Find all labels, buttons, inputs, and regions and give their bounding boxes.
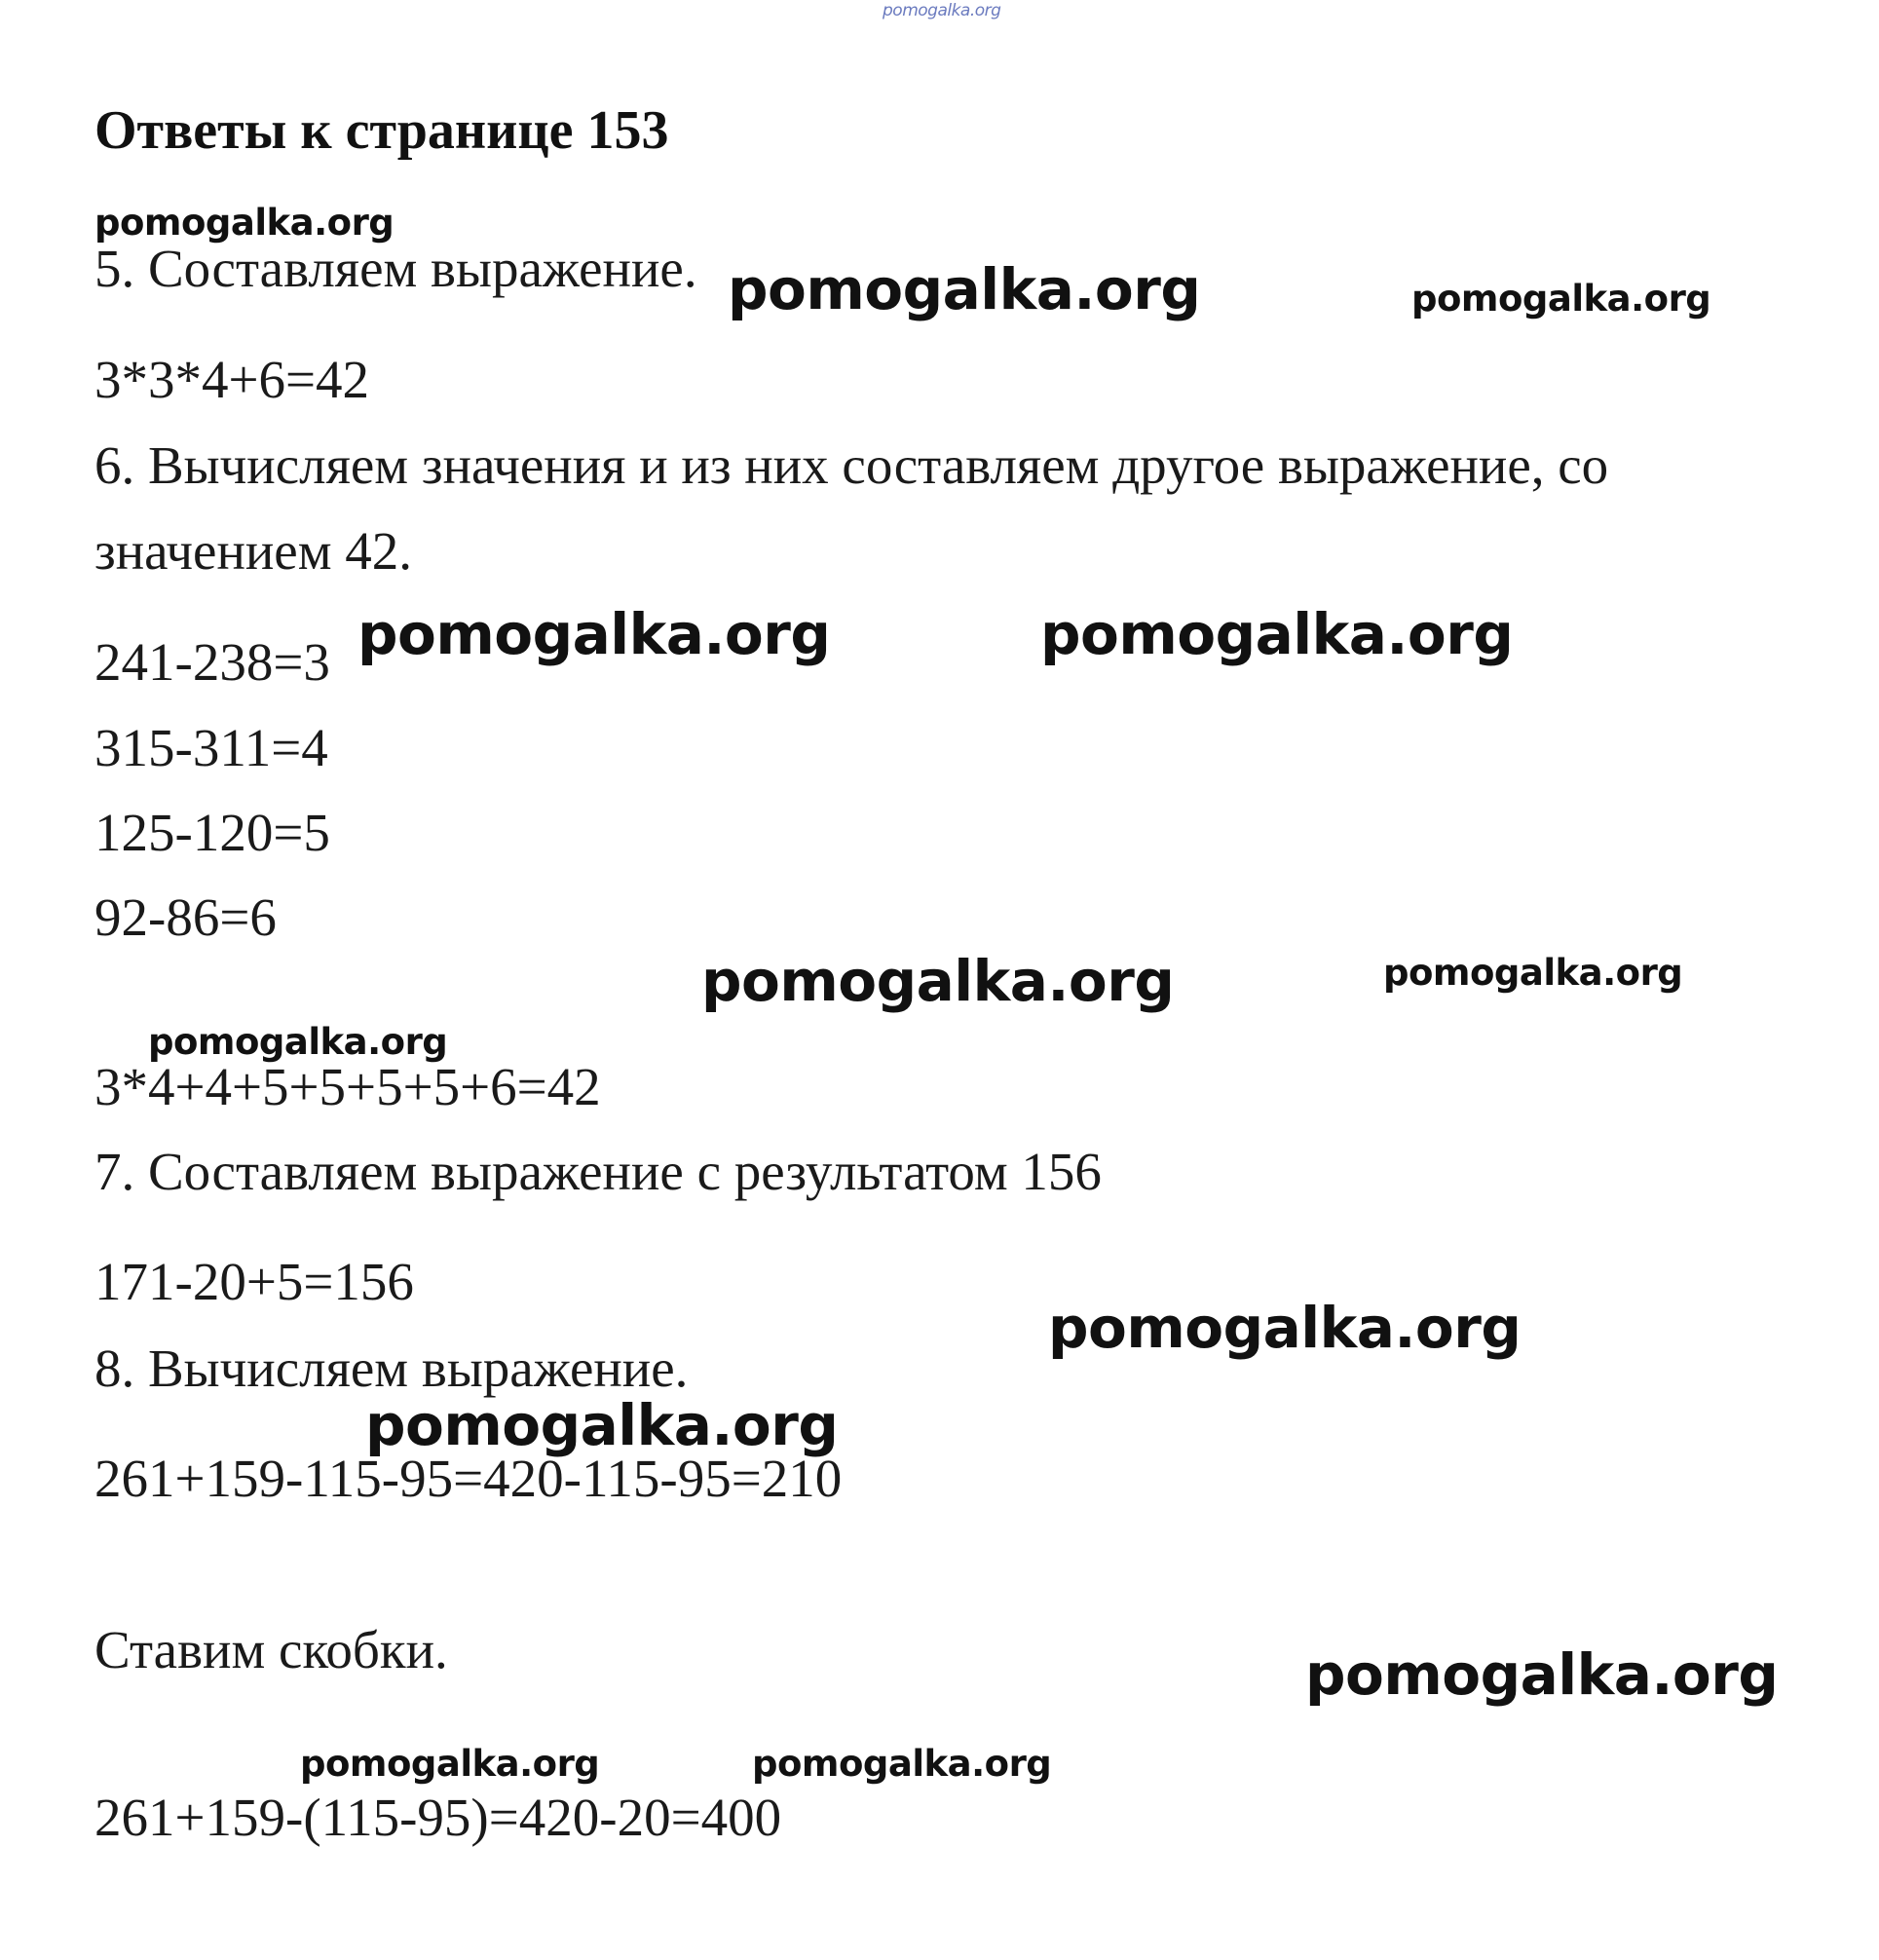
watermark: pomogalka.org (300, 1743, 600, 1785)
watermark: pomogalka.org (148, 1021, 448, 1063)
watermark: pomogalka.org (1048, 1295, 1522, 1361)
watermark: pomogalka.org (752, 1743, 1052, 1785)
task-6-result: 3*4+4+5+5+5+5+6=42 (94, 1057, 601, 1116)
task-6-heading: 6. Вычисляем значения и из них составляем другое выражение, со (94, 435, 1609, 495)
task-5-answer: 3*3*4+6=42 (94, 350, 370, 409)
task-8-brackets-heading: Ставим скобки. (94, 1620, 448, 1679)
task-7-heading: 7. Составляем выражение с результатом 156 (94, 1142, 1102, 1201)
watermark: pomogalka.org (1411, 278, 1711, 320)
task-6-line-3: 125-120=5 (94, 803, 330, 862)
task-6-line-2: 315-311=4 (94, 718, 328, 777)
task-6-line-4: 92-86=6 (94, 887, 277, 947)
watermark: pomogalka.org (1383, 952, 1683, 994)
page-title: Ответы к странице 153 (94, 100, 669, 161)
watermark: pomogalka.org (701, 948, 1175, 1014)
task-8-brackets-answer: 261+159-(115-95)=420-20=400 (94, 1788, 782, 1847)
watermark: pomogalka.org (1040, 601, 1514, 667)
task-6-heading-cont: значением 42. (94, 521, 413, 581)
watermark: pomogalka.org (728, 256, 1201, 322)
task-6-line-1: 241-238=3 (94, 632, 330, 692)
watermark: pomogalka.org (1305, 1641, 1779, 1708)
task-8-heading: 8. Вычисляем выражение. (94, 1338, 689, 1398)
watermark-top: pomogalka.org (883, 1, 1001, 20)
watermark: pomogalka.org (357, 601, 831, 667)
task-5-heading: 5. Составляем выражение. (94, 239, 697, 298)
task-7-answer: 171-20+5=156 (94, 1252, 414, 1311)
watermark: pomogalka.org (365, 1392, 839, 1458)
watermark: pomogalka.org (94, 202, 395, 244)
task-8-answer: 261+159-115-95=420-115-95=210 (94, 1449, 843, 1508)
